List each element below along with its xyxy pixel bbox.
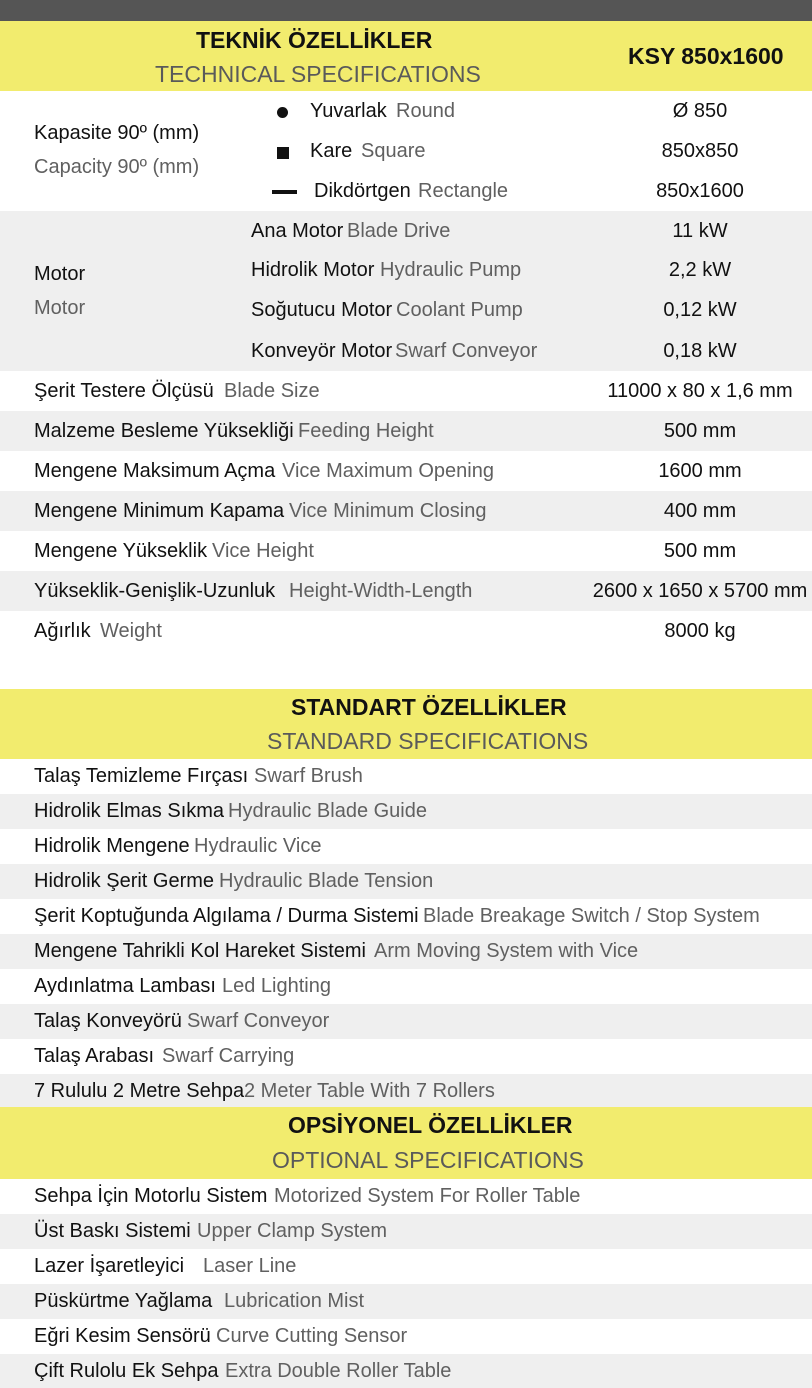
standard-title-en: STANDARD SPECIFICATIONS — [267, 728, 589, 754]
motor-conveyor-value: 0,18 kW — [663, 340, 737, 362]
spec-row-value: 1600 mm — [658, 460, 742, 482]
list-item-en: Swarf Carrying — [162, 1045, 295, 1067]
spec-row-tr: Mengene Yükseklik — [34, 540, 208, 562]
motor-label-en: Motor — [34, 297, 86, 319]
list-item-tr: Hidrolik Mengene — [34, 835, 190, 857]
list-item-en: Swarf Brush — [254, 765, 363, 787]
spec-row-value: 8000 kg — [664, 620, 736, 642]
list-item-en: Blade Breakage Switch / Stop System — [423, 905, 760, 927]
list-item-tr: Şerit Koptuğunda Algılama / Durma Sistemi — [34, 905, 419, 927]
circle-icon — [277, 107, 288, 118]
capacity-rect-value: 850x1600 — [656, 180, 744, 202]
list-item-tr: Talaş Arabası — [34, 1045, 155, 1067]
capacity-round-tr: Yuvarlak — [310, 100, 387, 122]
list-item-tr: Talaş Konveyörü — [34, 1010, 182, 1032]
list-item — [0, 1284, 812, 1319]
spec-row — [0, 491, 812, 531]
capacity-square-en: Square — [361, 140, 426, 162]
list-item-en: Hydraulic Blade Guide — [228, 800, 427, 822]
capacity-rect-tr: Dikdörtgen — [314, 180, 411, 202]
list-item — [0, 899, 812, 934]
capacity-round-en: Round — [396, 100, 455, 122]
list-item-tr: Eğri Kesim Sensörü — [34, 1325, 211, 1347]
spec-row-value: 500 mm — [663, 540, 737, 562]
list-item-tr: Sehpa İçin Motorlu Sistem — [34, 1185, 268, 1207]
spec-row-en: Height-Width-Length — [289, 580, 473, 602]
list-item-en: Curve Cutting Sensor — [216, 1325, 408, 1347]
list-item-tr: Püskürtme Yağlama — [34, 1290, 213, 1312]
motor-conveyor-en: Swarf Conveyor — [395, 340, 538, 362]
spec-row-tr: Mengene Minimum Kapama — [34, 500, 285, 522]
list-item-tr: Hidrolik Şerit Germe — [34, 870, 215, 892]
list-item-en: Extra Double Roller Table — [225, 1360, 452, 1382]
list-item-tr: Mengene Tahrikli Kol Hareket Sistemi — [34, 940, 367, 962]
motor-blade-value: 11 kW — [672, 220, 728, 242]
list-item — [0, 759, 812, 794]
list-item — [0, 794, 812, 829]
list-item — [0, 1074, 812, 1109]
list-item — [0, 1319, 812, 1354]
list-item — [0, 969, 812, 1004]
optional-title-tr: OPSİYONEL ÖZELLİKLER — [288, 1112, 573, 1138]
list-item-tr: Üst Baskı Sistemi — [34, 1220, 191, 1242]
spec-row-en: Vice Maximum Opening — [282, 460, 494, 482]
list-item-en: Motorized System For Roller Table — [274, 1185, 581, 1207]
spec-row — [0, 611, 812, 689]
spec-row-en: Vice Height — [212, 540, 314, 562]
capacity-round-value: Ø 850 — [672, 100, 728, 122]
list-item — [0, 864, 812, 899]
motor-coolant-en: Coolant Pump — [396, 299, 523, 321]
motor-hydraulic-tr: Hidrolik Motor — [251, 259, 375, 281]
motor-block — [0, 211, 812, 371]
list-item-en: Hydraulic Vice — [194, 835, 322, 857]
motor-conveyor-tr: Konveyör Motor — [251, 340, 393, 362]
list-item — [0, 1179, 812, 1214]
top-bar — [0, 0, 812, 21]
list-item-en: Arm Moving System with Vice — [374, 940, 639, 962]
motor-blade-en: Blade Drive — [347, 220, 451, 242]
spec-row-en: Blade Size — [224, 380, 320, 402]
square-icon — [277, 147, 289, 159]
spec-row-tr: Şerit Testere Ölçüsü — [34, 380, 214, 402]
spec-row-tr: Mengene Maksimum Açma — [34, 460, 276, 482]
list-item-en: Swarf Conveyor — [187, 1010, 330, 1032]
motor-hydraulic-value: 2,2 kW — [668, 259, 732, 281]
list-item-tr: Lazer İşaretleyici — [34, 1255, 185, 1277]
spec-row-value: 400 mm — [663, 500, 737, 522]
motor-blade-tr: Ana Motor — [251, 220, 344, 242]
spec-row-tr: Ağırlık — [34, 620, 91, 642]
list-item — [0, 1039, 812, 1074]
motor-label-tr: Motor — [34, 263, 86, 285]
optional-header — [0, 1107, 812, 1179]
list-item-en: Lubrication Mist — [224, 1290, 365, 1312]
spec-row — [0, 411, 812, 451]
list-item-tr: Hidrolik Elmas Sıkma — [34, 800, 225, 822]
list-item-en: Laser Line — [203, 1255, 297, 1277]
motor-coolant-value: 0,12 kW — [663, 299, 737, 321]
capacity-block — [0, 91, 812, 211]
list-item — [0, 829, 812, 864]
spec-row-tr: Yükseklik-Genişlik-Uzunluk — [34, 580, 276, 602]
spec-row — [0, 451, 812, 491]
list-item — [0, 1004, 812, 1039]
model-name: KSY 850x1600 — [628, 43, 784, 69]
spec-row-value: 11000 x 80 x 1,6 mm — [607, 380, 793, 402]
list-item — [0, 934, 812, 969]
list-item-tr: 7 Rululu 2 Metre Sehpa — [34, 1080, 245, 1102]
list-item — [0, 1249, 812, 1284]
list-item-en: Upper Clamp System — [197, 1220, 388, 1242]
capacity-square-value: 850x850 — [661, 140, 739, 162]
list-item-tr: Aydınlatma Lambası — [34, 975, 216, 997]
rectangle-icon — [272, 190, 297, 194]
capacity-rect-en: Rectangle — [418, 180, 509, 202]
optional-title-en: OPTIONAL SPECIFICATIONS — [272, 1147, 584, 1173]
motor-coolant-tr: Soğutucu Motor — [251, 299, 393, 321]
technical-title-en: TECHNICAL SPECIFICATIONS — [155, 61, 481, 87]
list-item-en: 2 Meter Table With 7 Rollers — [244, 1080, 495, 1102]
capacity-label-en: Capacity 90º (mm) — [34, 156, 200, 178]
motor-hydraulic-en: Hydraulic Pump — [380, 259, 522, 281]
spec-row — [0, 531, 812, 571]
spec-row — [0, 371, 812, 411]
spec-row-value: 500 mm — [663, 420, 737, 442]
list-item — [0, 1354, 812, 1388]
list-item-en: Hydraulic Blade Tension — [219, 870, 434, 892]
spec-row — [0, 571, 812, 611]
technical-title-tr: TEKNİK ÖZELLİKLER — [196, 27, 433, 53]
list-item-en: Led Lighting — [222, 975, 331, 997]
standard-header — [0, 689, 812, 759]
standard-title-tr: STANDART ÖZELLİKLER — [291, 694, 567, 720]
spec-row-value: 2600 x 1650 x 5700 mm — [592, 580, 808, 602]
capacity-square-tr: Kare — [310, 140, 353, 162]
technical-header — [0, 21, 812, 91]
list-item-tr: Talaş Temizleme Fırçası — [34, 765, 249, 787]
spec-row-en: Feeding Height — [298, 420, 434, 442]
list-item-tr: Çift Rulolu Ek Sehpa — [34, 1360, 219, 1382]
list-item — [0, 1214, 812, 1249]
capacity-label-tr: Kapasite 90º (mm) — [34, 122, 200, 144]
spec-row-tr: Malzeme Besleme Yüksekliği — [34, 420, 294, 442]
spec-row-en: Vice Minimum Closing — [289, 500, 487, 522]
spec-row-en: Weight — [100, 620, 162, 642]
